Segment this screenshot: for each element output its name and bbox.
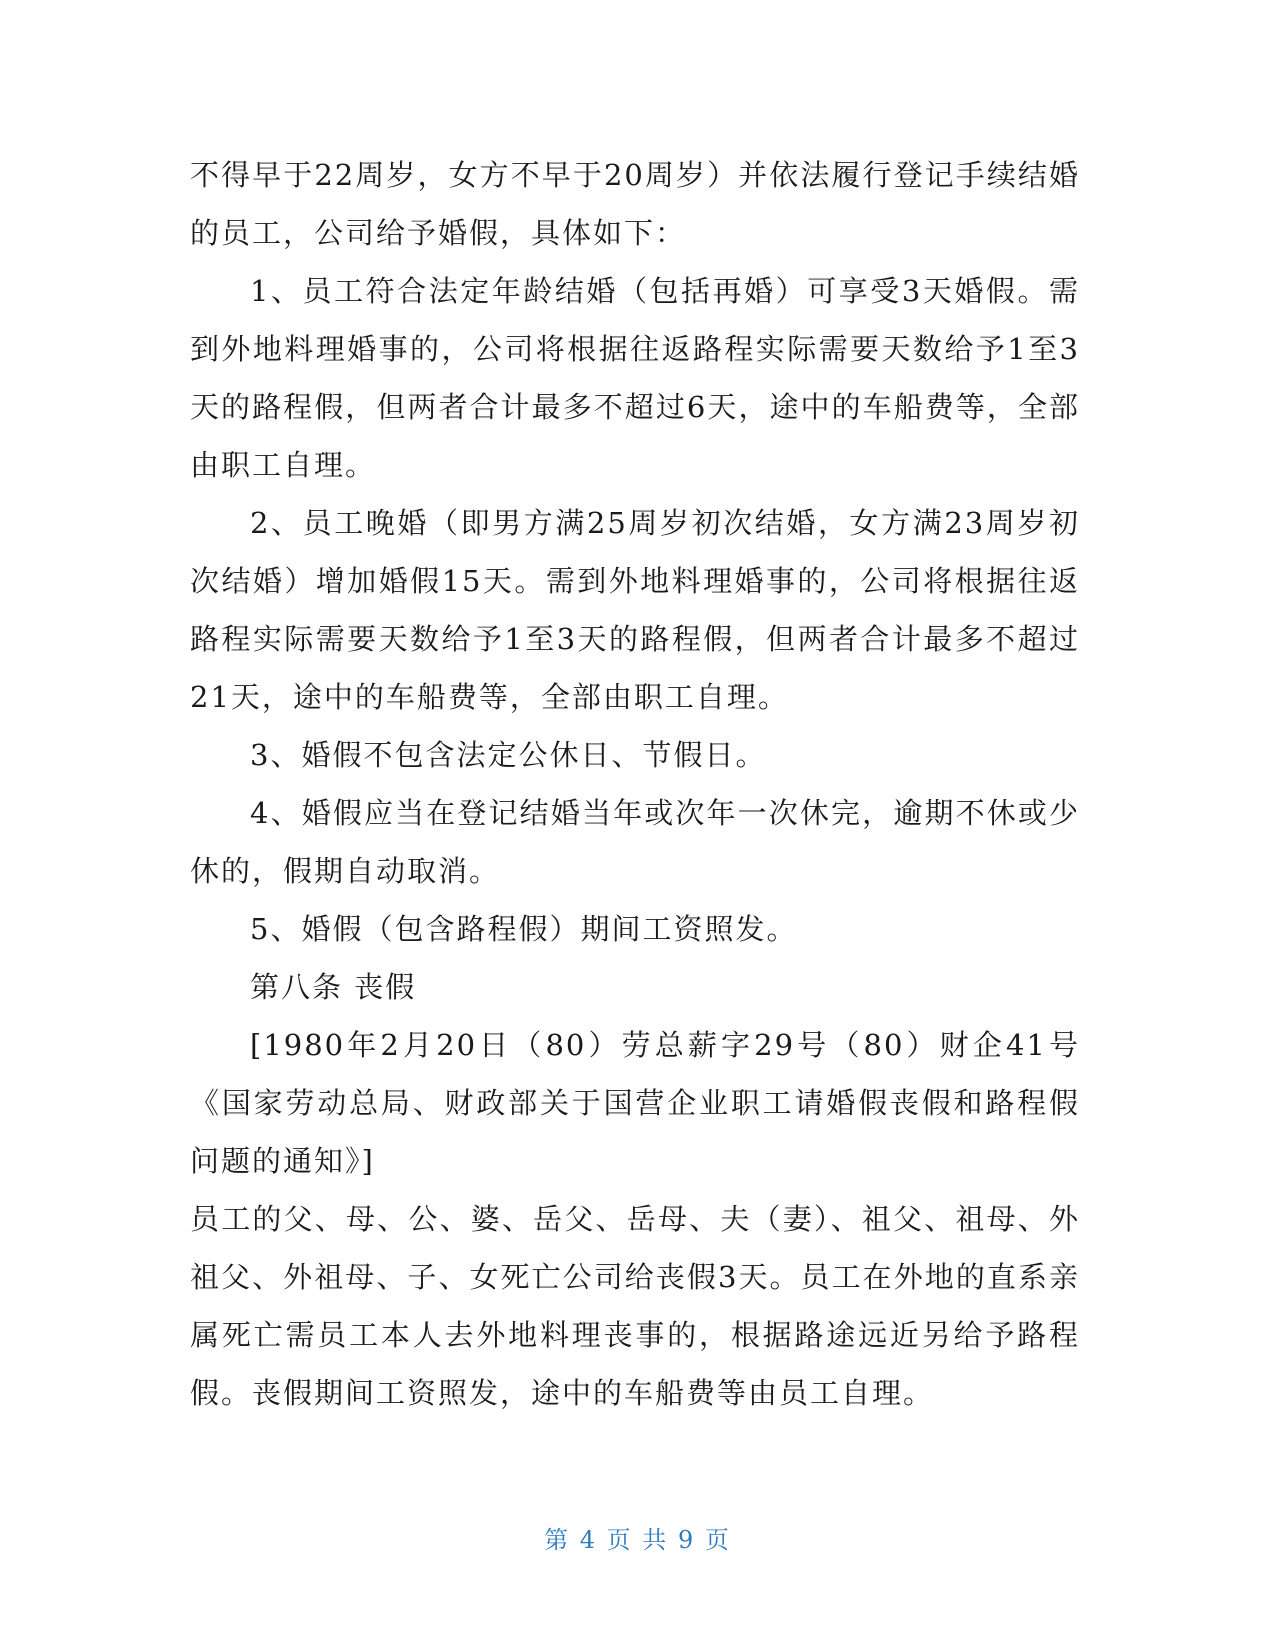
paragraph-marriage-rule-4: 4、婚假应当在登记结婚当年或次年一次休完，逾期不休或少休的，假期自动取消。	[190, 796, 1080, 888]
paragraph-marriage-rule-1: 1、员工符合法定年龄结婚（包括再婚）可享受3天婚假。需到外地料理婚事的，公司将根据往返路程实际需要天数给予1至3天的路程假，但两者合计最多不超过6天，途中的车船费等，全部由职工自理。	[190, 274, 1080, 482]
paragraph-marriage-rule-2: 2、员工晚婚（即男方满25周岁初次结婚，女方满23周岁初次结婚）增加婚假15天。需到外地料理婚事的，公司将根据往返路程实际需要天数给予1至3天的路程假，但两者合计最多不超过21天，途中的车船费等，全部由职工自理。	[190, 506, 1080, 714]
section-heading-article-8: 第八条 丧假	[250, 970, 417, 1004]
paragraph-marriage-rule-5: 5、婚假（包含路程假）期间工资照发。	[250, 912, 798, 946]
paragraph-bereavement-leave: 员工的父、母、公、婆、岳父、岳母、夫（妻）、祖父、祖母、外祖父、外祖母、子、女死亡公司给丧假3天。员工在外地的直系亲属死亡需员工本人去外地料理丧事的，根据路途远近另给予路程假。丧假期间工资照发，途中的车船费等由员工自理。	[190, 1202, 1080, 1410]
footer-page-number: 4	[579, 1526, 598, 1554]
document-body	[190, 146, 1080, 1422]
footer-middle: 页 共	[606, 1526, 669, 1554]
paragraph-marriage-intro: 不得早于22周岁，女方不早于20周岁）并依法履行登记手续结婚的员工，公司给予婚假，具体如下：	[190, 158, 1080, 250]
footer-suffix: 页	[704, 1526, 731, 1554]
footer-prefix: 第	[544, 1526, 571, 1554]
paragraph-legal-reference: [1980年2月20日（80）劳总薪字29号（80）财企41号《国家劳动总局、财政部关于国营企业职工请婚假丧假和路程假问题的通知》]	[190, 1028, 1080, 1178]
footer-total-pages: 9	[677, 1526, 696, 1554]
page-footer	[0, 1520, 1275, 1555]
paragraph-marriage-rule-3: 3、婚假不包含法定公休日、节假日。	[250, 738, 767, 772]
